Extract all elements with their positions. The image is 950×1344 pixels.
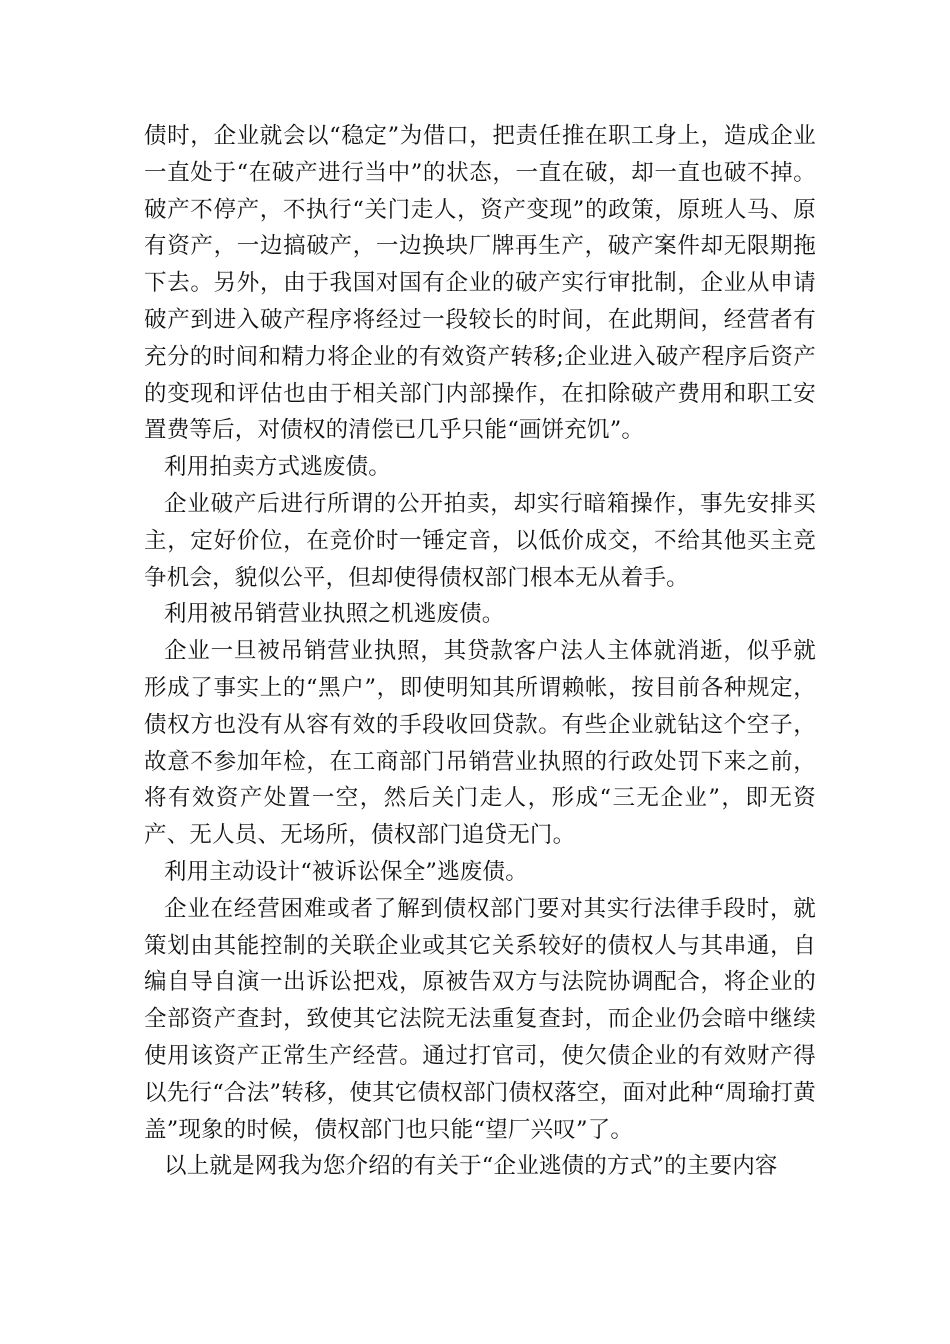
paragraph-auction-evasion: 企业破产后进行所谓的公开拍卖，却实行暗箱操作，事先安排买主，定好价位，在竞价时一锤定音，以低价成交，不给其他买主竞争机会，貌似公平，但却使得债权部门根本无从着手。	[144, 490, 816, 591]
heading-license-revocation-evasion: 利用被吊销营业执照之机逃废债。	[164, 601, 505, 628]
document-body	[144, 118, 816, 1185]
paragraph-license-revocation-evasion: 企业一旦被吊销营业执照，其贷款客户法人主体就消逝，似乎就形成了事实上的“黑户”，即使明知其所谓赖帐，按目前各种规定，债权方也没有从容有效的手段收回贷款。有些企业就钻这个空子，故意不参加年检，在工商部门吊销营业执照的行政处罚下来之前，将有效资产处置一空，然后关门走人，形成“三无企业”，即无资产、无人员、无场所，债权部门追贷无门。	[144, 638, 816, 849]
paragraph-litigation-preservation-evasion: 企业在经营困难或者了解到债权部门要对其实行法律手段时，就策划由其能控制的关联企业或其它关系较好的债权人与其串通，自编自导自演一出诉讼把戏，原被告双方与法院协调配合，将企业的全部资产查封，致使其它法院无法重复查封，而企业仍会暗中继续使用该资产正常生产经营。通过打官司，使欠债企业的有效财产得以先行“合法”转移，使其它债权部门债权落空，面对此种“周瑜打黄盖”现象的时候，债权部门也只能“望厂兴叹”了。	[144, 895, 816, 1143]
paragraph-summary: 以上就是网我为您介绍的有关于“企业逃债的方式”的主要内容	[164, 1153, 778, 1180]
paragraph-bankruptcy-continuation: 债时，企业就会以“稳定”为借口，把责任推在职工身上，造成企业一直处于“在破产进行当中”的状态，一直在破，却一直也破不掉。破产不停产，不执行“关门走人，资产变现”的政策，原班人马、原有资产，一边搞破产，一边换块厂牌再生产，破产案件却无限期拖下去。另外，由于我国对国有企业的破产实行审批制，企业从申请破产到进入破产程序将经过一段较长的时间，在此期间，经营者有充分的时间和精力将企业的有效资产转移;企业进入破产程序后资产的变现和评估也由于相关部门内部操作，在扣除破产费用和职工安置费等后，对债权的清偿已几乎只能“画饼充饥”。	[144, 123, 816, 444]
heading-auction-evasion: 利用拍卖方式逃废债。	[164, 454, 392, 481]
heading-litigation-preservation-evasion: 利用主动设计“被诉讼保全”逃废债。	[164, 858, 528, 885]
